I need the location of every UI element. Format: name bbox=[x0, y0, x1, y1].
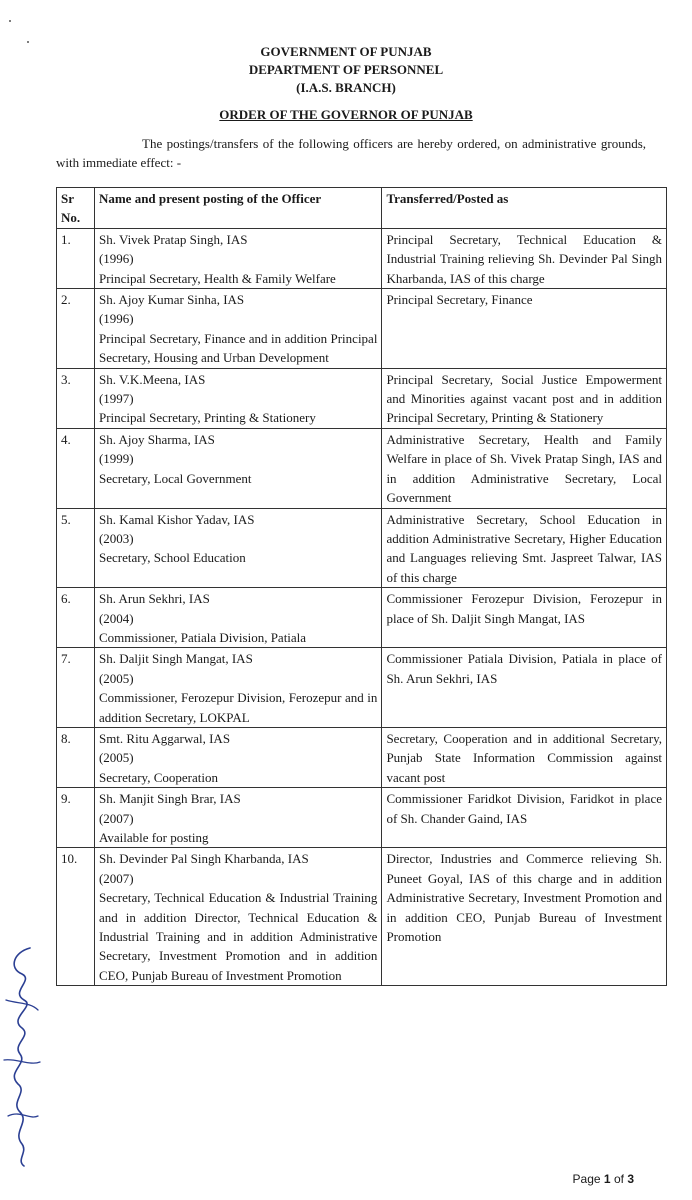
transferred-cell: Director, Industries and Commerce relieving Sh. Puneet Goyal, IAS of this charge and in addition Administrative Secretary, Investment Promotion and in addition CEO, Punjab Bureau of Investment Promotion bbox=[382, 848, 667, 986]
officer-name: Sh. Ajoy Sharma, IAS bbox=[98, 431, 215, 447]
officer-cell bbox=[94, 848, 381, 986]
table-row bbox=[57, 788, 667, 848]
sr-no-cell: 4. bbox=[57, 428, 95, 508]
officer-batch: (2005) bbox=[98, 670, 134, 686]
present-posting: Secretary, Technical Education & Industrial Training and in addition Director, Technical Education & Industrial Training and in addition Administrative Secretary, Investment Promotion and in addition CEO, Punjab Bureau of Investment Promotion bbox=[98, 890, 378, 983]
order-title: ORDER OF THE GOVERNOR OF PUNJAB bbox=[219, 107, 473, 122]
sr-no-cell: 1. bbox=[57, 228, 95, 288]
officer-name: Sh. Devinder Pal Singh Kharbanda, IAS bbox=[98, 851, 309, 867]
officer-cell bbox=[94, 228, 381, 288]
sr-no-cell: 6. bbox=[57, 588, 95, 648]
sr-no-cell: 9. bbox=[57, 788, 95, 848]
table-row bbox=[57, 428, 667, 508]
handwritten-signature bbox=[0, 940, 44, 1170]
officer-cell bbox=[94, 588, 381, 648]
transferred-cell: Principal Secretary, Social Justice Empowerment and Minorities against vacant post and in addition Principal Secretary, Printing & Stationery bbox=[382, 368, 667, 428]
present-posting: Secretary, Local Government bbox=[98, 470, 252, 486]
officer-name: Sh. Ajoy Kumar Sinha, IAS bbox=[98, 292, 245, 308]
transferred-cell: Principal Secretary, Technical Education & Industrial Training relieving Sh. Devinder Pal Singh Kharbanda, IAS of this charge bbox=[382, 228, 667, 288]
officer-batch: (1997) bbox=[98, 391, 134, 407]
sr-no-cell: 7. bbox=[57, 648, 95, 728]
officer-name: Smt. Ritu Aggarwal, IAS bbox=[98, 730, 231, 746]
officer-cell bbox=[94, 289, 381, 369]
officer-batch: (2005) bbox=[98, 750, 134, 766]
sr-no-cell: 3. bbox=[57, 368, 95, 428]
table-row bbox=[57, 228, 667, 288]
header-sr-no: Sr No. bbox=[57, 188, 95, 229]
table-row bbox=[57, 289, 667, 369]
sr-no-cell: 10. bbox=[57, 848, 95, 986]
header-branch: (I.A.S. BRANCH) bbox=[296, 80, 396, 95]
sr-no-cell: 2. bbox=[57, 289, 95, 369]
page-number: Page 1 of 3 bbox=[572, 1172, 634, 1186]
officer-name: Sh. Daljit Singh Mangat, IAS bbox=[98, 651, 253, 667]
present-posting: Principal Secretary, Health & Family Welfare bbox=[98, 270, 336, 286]
header-department: DEPARTMENT OF PERSONNEL bbox=[248, 62, 444, 77]
transferred-cell: Principal Secretary, Finance bbox=[382, 289, 667, 369]
present-posting: Secretary, School Education bbox=[98, 550, 246, 566]
officer-cell bbox=[94, 788, 381, 848]
officer-batch: (2004) bbox=[98, 610, 134, 626]
header-name-posting: Name and present posting of the Officer bbox=[94, 188, 381, 229]
officer-batch: (2007) bbox=[98, 810, 134, 826]
table-row bbox=[57, 508, 667, 588]
present-posting: Principal Secretary, Finance and in addition Principal Secretary, Housing and Urban Development bbox=[98, 330, 378, 366]
table-row bbox=[57, 648, 667, 728]
present-posting: Commissioner, Patiala Division, Patiala bbox=[98, 629, 307, 645]
table-header-row bbox=[57, 188, 667, 229]
officer-cell bbox=[94, 368, 381, 428]
table-row bbox=[57, 368, 667, 428]
sr-no-cell: 8. bbox=[57, 727, 95, 787]
sr-no-cell: 5. bbox=[57, 508, 95, 588]
transferred-cell: Commissioner Patiala Division, Patiala in place of Sh. Arun Sekhri, IAS bbox=[382, 648, 667, 728]
officer-batch: (2003) bbox=[98, 530, 134, 546]
header-government: GOVERNMENT OF PUNJAB bbox=[260, 44, 432, 59]
officer-batch: (1999) bbox=[98, 451, 134, 467]
transferred-cell: Administrative Secretary, School Education in addition Administrative Secretary, Higher Education and Languages relieving Smt. Jaspreet Talwar, IAS of this charge bbox=[382, 508, 667, 588]
officer-cell bbox=[94, 727, 381, 787]
postings-table bbox=[56, 187, 667, 986]
transferred-cell: Administrative Secretary, Health and Family Welfare in place of Sh. Vivek Pratap Singh, IAS and in addition Administrative Secretary, Local Government bbox=[382, 428, 667, 508]
transferred-cell: Commissioner Ferozepur Division, Ferozepur in place of Sh. Daljit Singh Mangat, IAS bbox=[382, 588, 667, 648]
officer-name: Sh. Manjit Singh Brar, IAS bbox=[98, 791, 241, 807]
scan-speck bbox=[9, 20, 11, 22]
intro-paragraph: The postings/transfers of the following officers are hereby ordered, on administrative grounds, with immediate effect: - bbox=[56, 136, 646, 170]
transferred-cell: Commissioner Faridkot Division, Faridkot in place of Sh. Chander Gaind, IAS bbox=[382, 788, 667, 848]
officer-batch: (1996) bbox=[98, 251, 134, 267]
officer-name: Sh. Kamal Kishor Yadav, IAS bbox=[98, 511, 255, 527]
transferred-cell: Secretary, Cooperation and in additional Secretary, Punjab State Information Commission against vacant post bbox=[382, 727, 667, 787]
officer-name: Sh. Vivek Pratap Singh, IAS bbox=[98, 231, 248, 247]
table-row bbox=[57, 588, 667, 648]
officer-name: Sh. V.K.Meena, IAS bbox=[98, 371, 206, 387]
officer-name: Sh. Arun Sekhri, IAS bbox=[98, 591, 210, 607]
officer-cell bbox=[94, 648, 381, 728]
present-posting: Available for posting bbox=[98, 830, 209, 845]
officer-batch: (2007) bbox=[98, 870, 134, 886]
present-posting: Principal Secretary, Printing & Stationery bbox=[98, 410, 316, 426]
header-transferred: Transferred/Posted as bbox=[382, 188, 667, 229]
present-posting: Commissioner, Ferozepur Division, Ferozepur and in addition Secretary, LOKPAL bbox=[98, 690, 378, 725]
officer-batch: (1996) bbox=[98, 311, 134, 327]
officer-cell bbox=[94, 428, 381, 508]
officer-cell bbox=[94, 508, 381, 588]
present-posting: Secretary, Cooperation bbox=[98, 769, 218, 785]
table-row bbox=[57, 848, 667, 986]
table-row bbox=[57, 727, 667, 787]
